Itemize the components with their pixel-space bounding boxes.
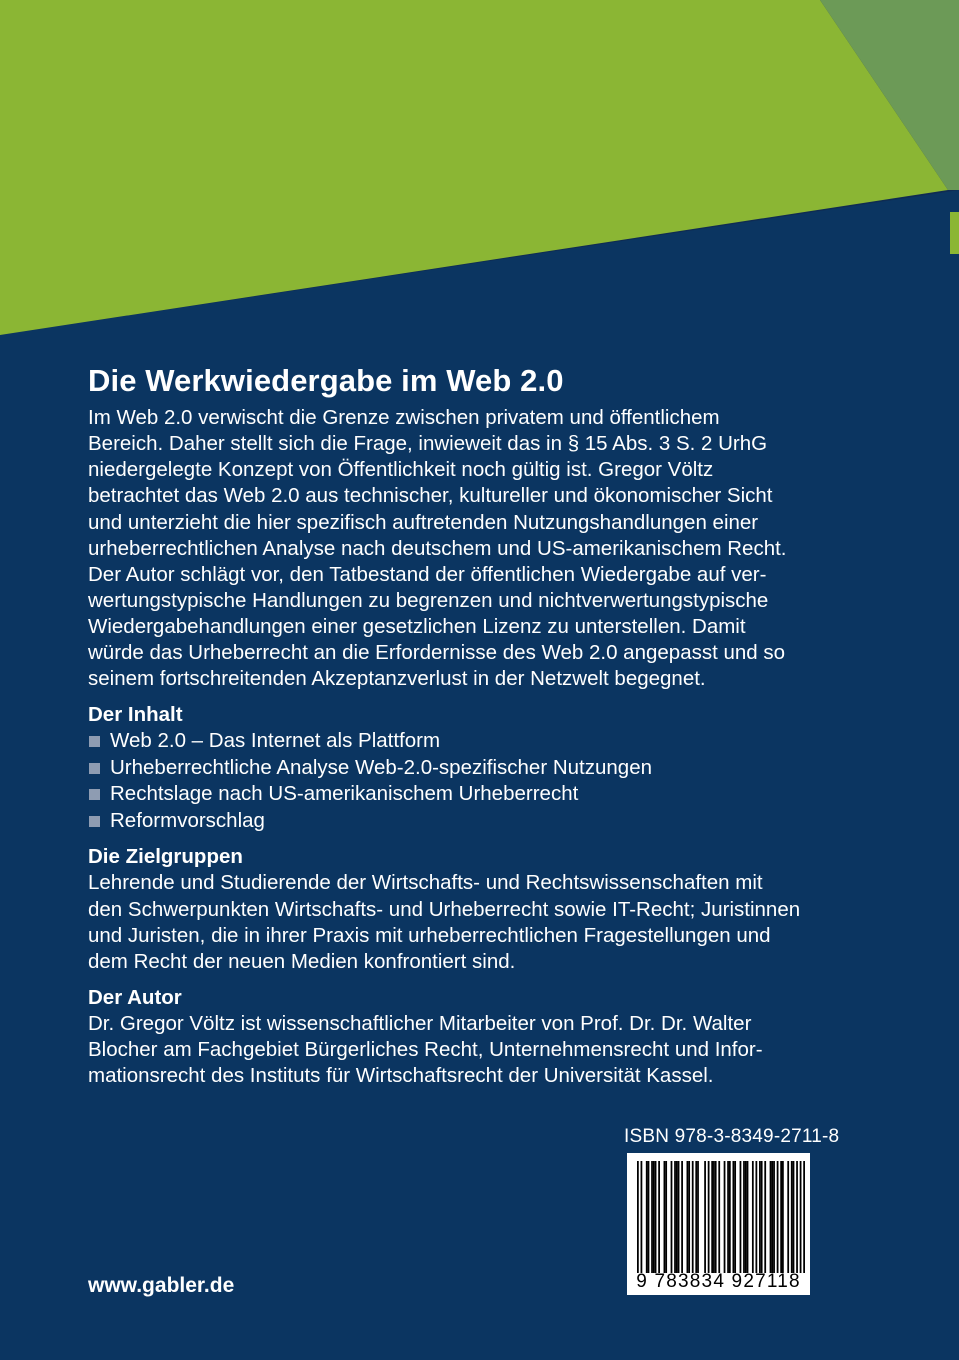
barcode-bar — [678, 1161, 680, 1273]
barcode-bar — [648, 1161, 650, 1273]
barcode-bar — [704, 1161, 706, 1273]
barcode-bar — [773, 1161, 775, 1273]
barcode-bar — [777, 1161, 779, 1273]
list-item-text: Web 2.0 – Das Internet als Plattform — [110, 729, 441, 753]
barcode-bar — [697, 1161, 699, 1273]
author-line: mationsrecht des Instituts für Wirtschaftsrecht der Universität Kassel. — [88, 1064, 714, 1088]
barcode — [627, 1153, 810, 1295]
author-line: Blocher am Fachgebiet Bürgerliches Recht, Unternehmensrecht und Infor- — [88, 1037, 763, 1061]
target-groups-heading: Die Zielgruppen — [88, 845, 243, 869]
target-groups-line: und Juristen, die in ihrer Praxis mit urheberrechtlichen Fragestellungen und — [88, 923, 771, 947]
book-title: Die Werkwiedergabe im Web 2.0 — [88, 363, 564, 398]
publisher-url: www.gabler.de — [88, 1274, 235, 1297]
barcode-bar — [796, 1161, 798, 1273]
target-groups-line: dem Recht der neuen Medien konfrontiert sind. — [88, 949, 516, 973]
author-paragraph — [88, 1011, 888, 1089]
barcode-bar — [745, 1161, 747, 1273]
intro-line: würde das Urheberrecht an die Erfordernisse des Web 2.0 angepasst und so — [88, 641, 786, 665]
barcode-bar — [743, 1161, 745, 1273]
barcode-bar — [755, 1161, 757, 1273]
barcode-bar — [641, 1161, 643, 1273]
barcode-bar — [780, 1161, 782, 1273]
intro-line: wertungstypische Handlungen zu begrenzen und nichtverwertungstypische — [88, 588, 769, 612]
bullet-square-icon — [89, 789, 100, 800]
list-item — [88, 781, 888, 808]
barcode-bar — [695, 1161, 697, 1273]
isbn-block — [624, 1126, 840, 1295]
intro-line: niedergelegte Konzept von Öffentlichkeit noch gültig ist. Gregor Völtz — [88, 458, 714, 482]
barcode-bar — [708, 1161, 710, 1273]
target-groups-line: Lehrende und Studierende der Wirtschafts- und Rechtswissenschaften mit — [88, 871, 763, 895]
bullet-square-icon — [89, 763, 100, 774]
barcode-bar — [688, 1161, 690, 1273]
intro-line: und unterzieht die hier spezifisch auftretenden Nutzungshandlungen einer — [88, 510, 759, 534]
author-line: Dr. Gregor Völtz ist wissenschaftlicher Mitarbeiter von Prof. Dr. Dr. Walter — [88, 1011, 752, 1035]
barcode-bar — [761, 1161, 763, 1273]
barcode-bar — [651, 1161, 653, 1273]
cover-text-block — [88, 362, 888, 1089]
intro-line: Bereich. Daher stellt sich die Frage, inwieweit das in § 15 Abs. 3 S. 2 UrhG — [88, 432, 768, 456]
barcode-bar — [664, 1161, 666, 1273]
barcode-bar — [655, 1161, 657, 1273]
author-heading: Der Autor — [88, 985, 182, 1009]
contents-list — [88, 728, 888, 834]
list-item — [88, 808, 888, 835]
intro-line: urheberrechtlichen Analyse nach deutschem und US-amerikanischem Recht. — [88, 536, 787, 560]
barcode-bar — [729, 1161, 731, 1273]
barcode-bar — [637, 1161, 639, 1273]
barcode-bar — [791, 1161, 793, 1273]
barcode-bar — [674, 1161, 676, 1273]
barcode-bar — [727, 1161, 729, 1273]
barcode-bar — [658, 1161, 660, 1273]
target-groups-paragraph — [88, 870, 888, 974]
intro-line: Wiedergabehandlungen einer gesetzlichen Lizenz zu unterstellen. Damit — [88, 614, 746, 638]
barcode-bar — [782, 1161, 784, 1273]
list-item-text: Rechtslage nach US-amerikanischem Urheberrecht — [110, 782, 579, 806]
barcode-bar — [676, 1161, 678, 1273]
ean-digits: 9 783834 927118 — [636, 1271, 801, 1292]
contents-heading: Der Inhalt — [88, 703, 183, 727]
list-item-text: Reformvorschlag — [110, 808, 265, 832]
barcode-bar — [759, 1161, 761, 1273]
barcode-bar — [718, 1161, 720, 1273]
isbn-label: ISBN 978-3-8349-2711-8 — [624, 1126, 840, 1147]
list-item — [88, 755, 888, 782]
intro-line: seinem fortschreitenden Akzeptanzverlust in der Netzwelt begegnet. — [88, 667, 706, 691]
barcode-bar — [747, 1161, 749, 1273]
barcode-bar — [724, 1161, 726, 1273]
barcode-bar — [771, 1161, 773, 1273]
barcode-bar — [793, 1161, 795, 1273]
barcode-bar — [715, 1161, 717, 1273]
barcode-bar — [671, 1161, 673, 1273]
barcode-bar — [752, 1161, 754, 1273]
intro-line: betrachtet das Web 2.0 aus technischer, kultureller und ökonomischer Sicht — [88, 484, 773, 508]
barcode-bar — [681, 1161, 683, 1273]
bullet-square-icon — [89, 816, 100, 827]
barcode-bar — [646, 1161, 648, 1273]
barcode-bar — [653, 1161, 655, 1273]
target-groups-line: den Schwerpunkten Wirtschafts- und Urheberrecht sowie IT-Recht; Juristinnen — [88, 897, 801, 921]
green-edge-tab — [950, 212, 959, 254]
list-item-text: Urheberrechtliche Analyse Web-2.0-spezifischer Nutzungen — [110, 755, 653, 779]
barcode-bar — [770, 1161, 772, 1273]
barcode-bar — [740, 1161, 742, 1273]
barcode-bar — [692, 1161, 694, 1273]
barcode-bar — [732, 1161, 734, 1273]
barcode-bar — [713, 1161, 715, 1273]
intro-paragraph — [88, 405, 888, 692]
barcode-bar — [711, 1161, 713, 1273]
barcode-bar — [803, 1161, 805, 1273]
barcode-bars — [637, 1161, 805, 1273]
list-item — [88, 728, 888, 755]
barcode-bar — [665, 1161, 667, 1273]
barcode-bar — [787, 1161, 789, 1273]
barcode-bar — [734, 1161, 736, 1273]
barcode-bar — [800, 1161, 802, 1273]
intro-line: Im Web 2.0 verwischt die Grenze zwischen privatem und öffentlichem — [88, 406, 720, 430]
bullet-square-icon — [89, 736, 100, 747]
barcode-bar — [687, 1161, 689, 1273]
intro-line: Der Autor schlägt vor, den Tatbestand der öffentlichen Wiedergabe auf ver- — [88, 562, 767, 586]
barcode-bar — [764, 1161, 766, 1273]
